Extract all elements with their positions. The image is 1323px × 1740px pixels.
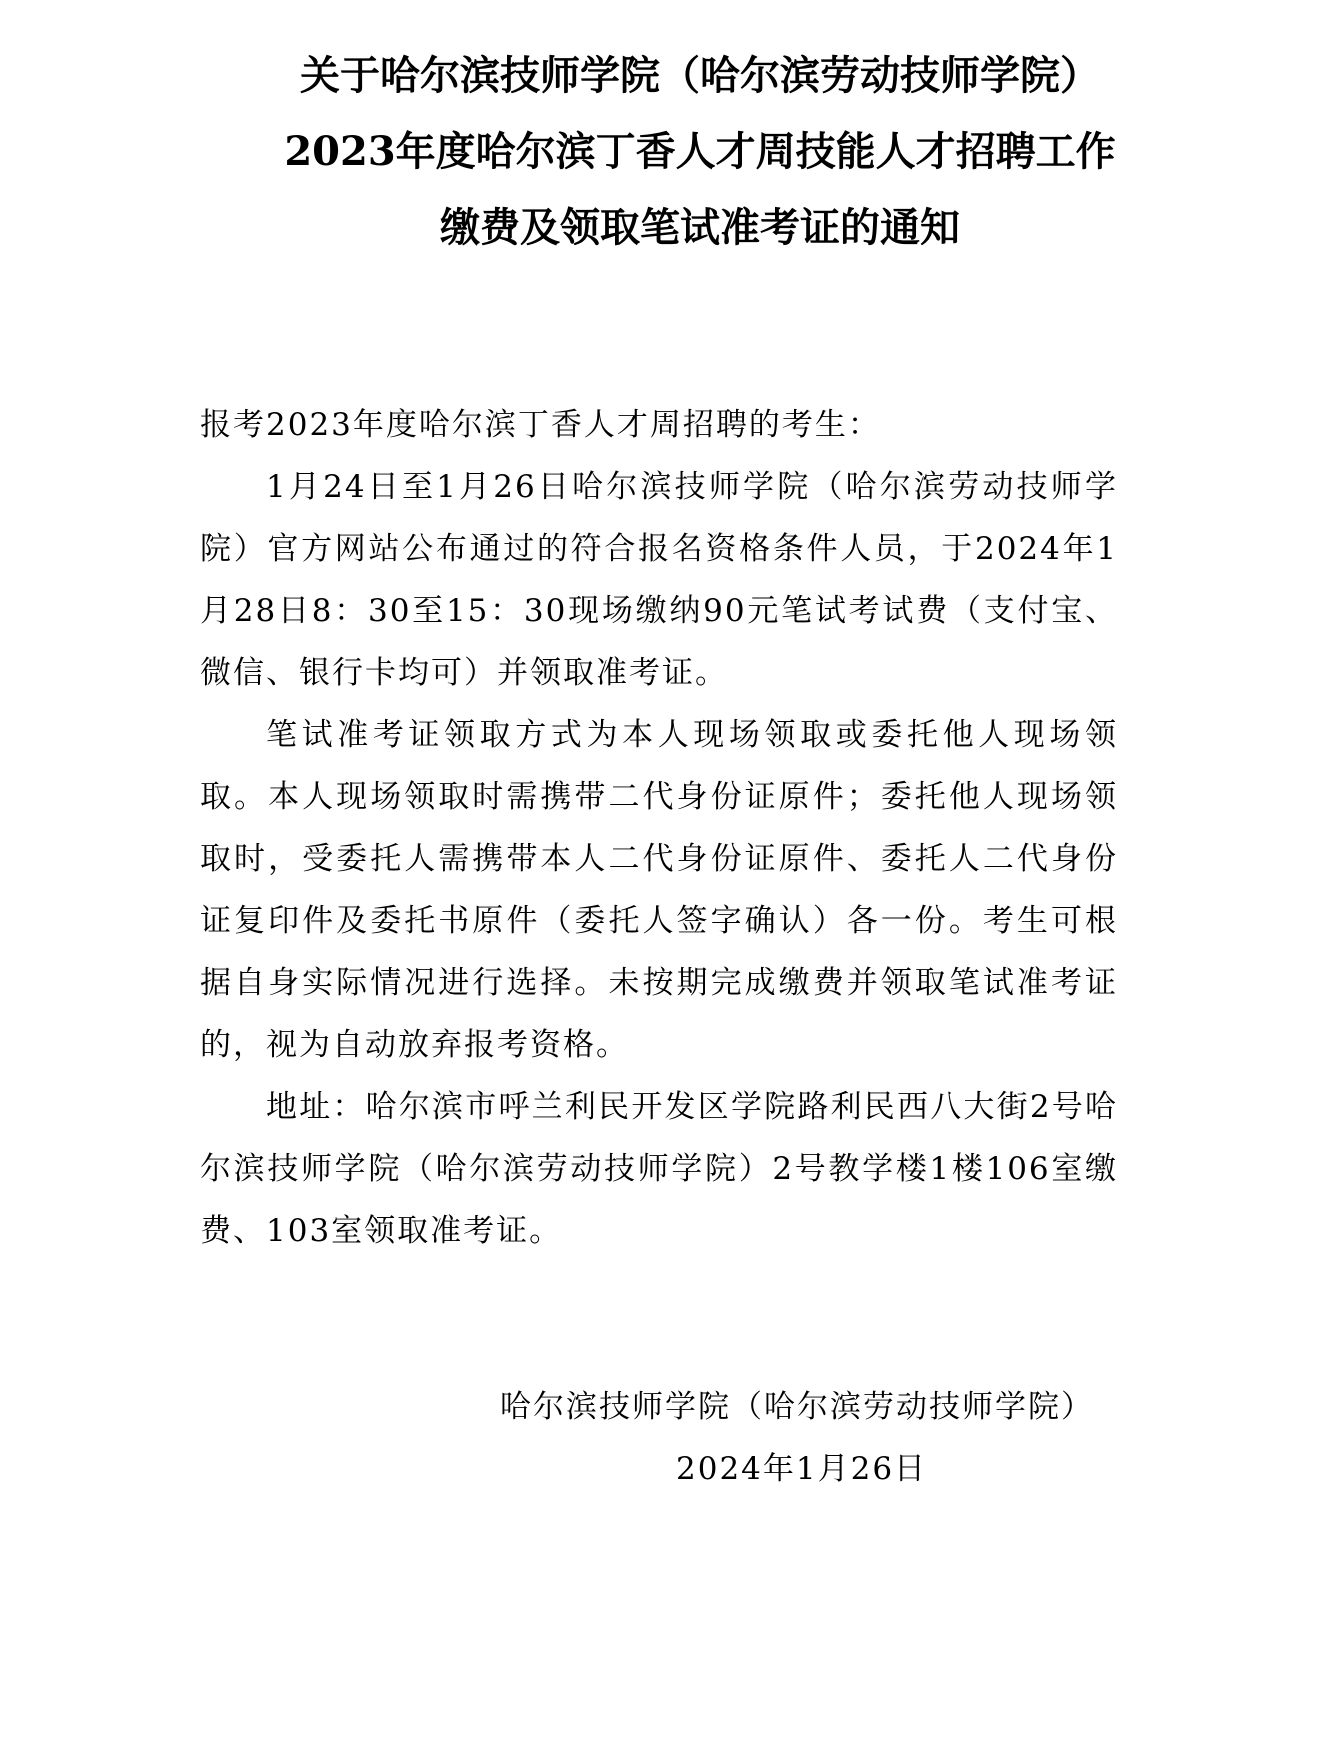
salutation: 报考2023年度哈尔滨丁香人才周招聘的考生： [200,407,881,443]
paragraph-registration: 1月24日至1月26日哈尔滨技师学院（哈尔滨劳动技师学院）官方网站公布通过的符合报名资格条件人员，于2024年1月28日8：30至15：30现场缴纳90元笔试考试费（支付宝、微信、银行卡均可）并领取准考证。 [200,469,1118,691]
body-content [200,456,1118,1262]
title-line-1: 关于哈尔滨技师学院（哈尔滨劳动技师学院） [300,52,1100,99]
title-line-2: 2023年度哈尔滨丁香人才周技能人才招聘工作 [284,128,1116,175]
paragraph-collection-method: 笔试准考证领取方式为本人现场领取或委托他人现场领取。本人现场领取时需携带二代身份证原件；委托他人现场领取时，受委托人需携带本人二代身份证原件、委托人二代身份证复印件及委托书原件（委托人签字确认）各一份。考生可根据自身实际情况进行选择。未按期完成缴费并领取笔试准考证的，视为自动放弃报考资格。 [200,717,1118,1063]
signature-date: 2024年1月26日 [676,1451,928,1487]
paragraph-address: 地址：哈尔滨市呼兰利民开发区学院路利民西八大街2号哈尔滨技师学院（哈尔滨劳动技师学院）2号教学楼1楼106室缴费、103室领取准考证。 [200,1089,1118,1249]
title-line-3: 缴费及领取笔试准考证的通知 [440,204,960,251]
signature-organization: 哈尔滨技师学院（哈尔滨劳动技师学院） [500,1389,1094,1425]
